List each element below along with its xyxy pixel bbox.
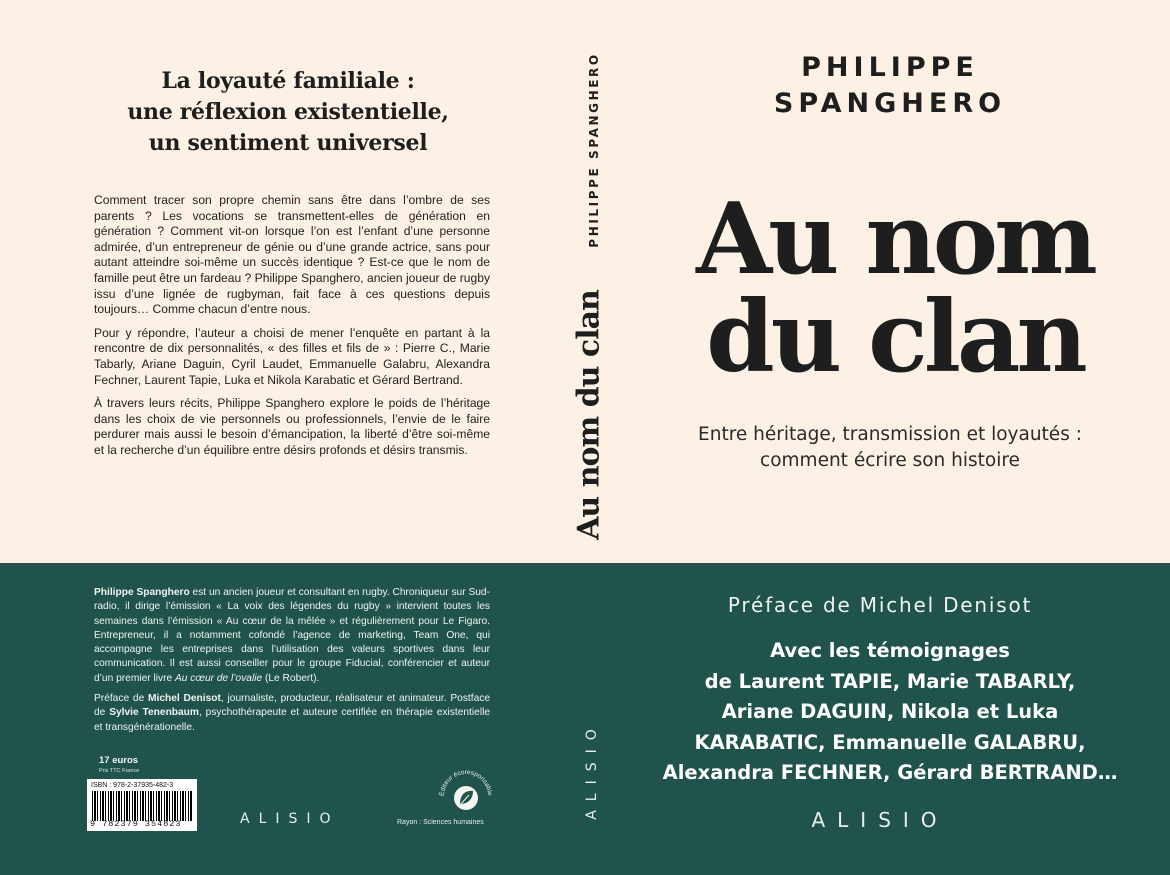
barcode-bars	[92, 791, 192, 821]
front-preface: Préface de Michel Denisot	[727, 593, 1033, 617]
back-headline	[88, 66, 488, 159]
front-subtitle	[650, 422, 1130, 474]
isbn-label: ISBN : 978-2-37935-482-3	[91, 782, 174, 789]
bio-postface-name: Sylvie Tenenbaum	[109, 707, 199, 719]
front-subtitle-line: Entre héritage, transmission et loyautés :	[698, 424, 1082, 445]
front-title-line: du clan	[706, 280, 1084, 395]
front-author-last: SPANGHERO	[773, 88, 1007, 119]
blurb-paragraph: À travers leurs récits, Philippe Spanghero explore le poids de l’héritage dans les choix de vie personnels ou professionnels, l’envie de le faire perdurer mais aussi le besoin d’émancipation, la liberté d’être soi-même et la recherche d’un équilibre entre désirs profonds et désirs transmis.	[94, 396, 490, 457]
rayon-label: Rayon : Sciences humaines	[397, 819, 484, 826]
testimonial-line: Avec les témoignages	[770, 639, 1010, 662]
bio-author-name: Philippe Spanghero	[94, 587, 190, 598]
testimonial-line: de Laurent TAPIE, Marie TABARLY,	[704, 669, 1076, 693]
blurb-paragraph: Pour y répondre, l’auteur a choisi de mener l’enquête en partant à la rencontre de dix personnalités, « des filles et fils de » : Pierre C., Marie Tabarly, Ariane Daguin, Cyril Laudet, Emmanuelle Galabru, Alexandra Fechner, Laurent Tapie, Luka et Nikola Karabatic et Gérard Bertrand.	[94, 325, 490, 387]
spine-publisher-logo: ALISIO	[584, 720, 600, 820]
barcode-digits: 9 782379 354823	[90, 819, 182, 829]
eco-label: Éditeur écoresponsable	[438, 768, 494, 797]
front-testimonials	[640, 636, 1140, 789]
blurb-paragraph: Comment tracer son propre chemin sans être dans l’ombre de ses parents ? Les vocations se transmettent-elles de génération en génération ? Comment vit-on lorsque l’on est l’enfant d’une personne admirée, d’un entrepreneur de génie ou d’une grande actrice, sans pour autant atteindre soi-même un succès identique ? Est-ce que le nom de famille peut être un fardeau ? Philippe Spanghero, ancien joueur de rugby issu d’une lignée de rugbyman, fait face à ces questions depuis toujours… Comme chacun d’entre nous.	[94, 193, 491, 317]
price: 17 euros	[99, 755, 139, 766]
front-subtitle-line: comment écrire son histoire	[760, 450, 1020, 471]
bio-text: , psychothérapeute et auteure certifiée en thérapie existentielle et transgénérationelle.	[94, 707, 491, 733]
bio-text: Préface de	[94, 693, 149, 705]
testimonial-line: Alexandra FECHNER, Gérard BERTRAND…	[662, 761, 1118, 784]
bio-text: , journaliste, producteur, réalisateur et animateur. Postface de	[94, 693, 490, 719]
spine-title: Au nom du clan	[571, 290, 607, 540]
spine-author: PHILIPPE SPANGHERO	[587, 52, 601, 248]
bio-preface-name: Michel Denisot	[148, 693, 221, 705]
bio-text: est un ancien joueur et consultant en rugby. Chroniqueur sur Sud-radio, il dirige l’émission « La voix des légendes du rugby » intervient toutes les semaines dans l’émission « Au cœur de la mêlée » et régulièrement pour Le Figaro. Entrepreneur, il a notamment cofondé l’agence de marketing, Team One, qui accompagne les entreprises dans l’utilisation des valeurs sportives dans leur communication. Il est aussi conseiller pour le groupe Fiducial, conférencier et auteur d’un premier livre	[94, 587, 490, 684]
testimonial-line: KARABATIC, Emmanuelle GALABRU,	[694, 730, 1086, 754]
front-author-first: PHILIPPE	[801, 52, 979, 83]
back-headline-line: La loyauté familiale :	[161, 68, 415, 94]
bio-paragraph	[94, 586, 490, 686]
barcode	[87, 779, 197, 831]
bio-text: (Le Robert).	[262, 672, 320, 684]
price-note: Prix TTC France	[99, 768, 140, 774]
back-publisher-logo: ALISIO	[240, 811, 340, 827]
testimonial-line: Ariane DAGUIN, Nikola et Luka	[721, 700, 1059, 723]
bio-paragraph	[94, 692, 490, 735]
back-headline-line: un sentiment universel	[148, 130, 428, 156]
bio-book-title: Au cœur de l’ovalie	[174, 672, 263, 684]
back-blurb	[94, 193, 490, 467]
author-bio	[94, 586, 490, 741]
back-headline-line: une réflexion existentielle,	[127, 99, 449, 125]
front-title-line: Au nom	[696, 182, 1094, 297]
front-title	[640, 182, 1150, 395]
front-publisher-logo: ALISIO	[811, 808, 949, 832]
eco-publisher-leaf-icon	[436, 762, 496, 822]
